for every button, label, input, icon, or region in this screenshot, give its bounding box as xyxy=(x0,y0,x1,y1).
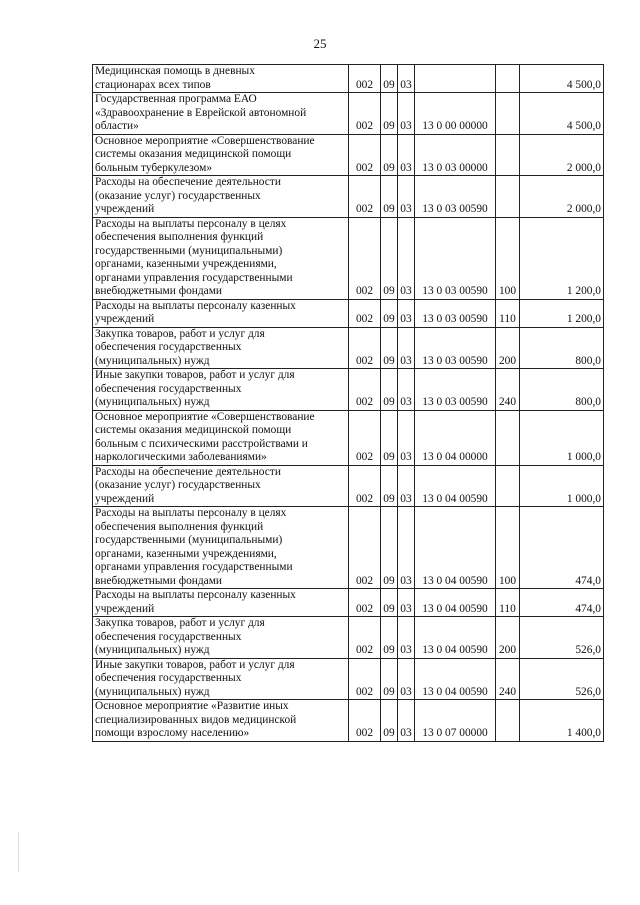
expense-name-cell xyxy=(93,65,349,93)
sum-text: 4 500,0 xyxy=(566,120,601,132)
expense-name-text: Расходы на обеспечение деятельности (оказание услуг) государственных учреждений xyxy=(95,176,281,215)
pr-code-cell xyxy=(398,465,415,507)
table-row xyxy=(93,93,604,135)
vr-code-text: 110 xyxy=(499,313,516,325)
vr-code-text: 100 xyxy=(498,574,517,587)
csr-code-cell xyxy=(415,410,496,465)
gr-code-text: 002 xyxy=(355,354,374,367)
csr-code-cell xyxy=(415,700,496,742)
sum-cell xyxy=(520,327,604,369)
pr-code-cell xyxy=(398,410,415,465)
vr-code-cell xyxy=(496,65,520,93)
rz-code-text: 09 xyxy=(383,285,395,297)
expense-name-text: Расходы на выплаты персоналу казенных учреждений xyxy=(95,589,296,615)
expense-name-text: Основное мероприятие «Развитие иных специализированных видов медицинской помощи взрослому населению» xyxy=(95,700,297,739)
gr-code-cell xyxy=(349,93,381,135)
pr-code-text: 03 xyxy=(400,78,412,91)
table-row xyxy=(93,658,604,700)
sum-cell xyxy=(520,700,604,742)
expense-name-cell xyxy=(93,299,349,327)
gr-code-text: 002 xyxy=(355,451,374,463)
csr-code-text: 13 0 07 00000 xyxy=(422,727,488,739)
table-row xyxy=(93,327,604,369)
vr-code-text: 100 xyxy=(498,285,517,297)
expense-name-cell xyxy=(93,327,349,369)
table-row xyxy=(93,410,604,465)
expense-name-text: Расходы на выплаты персоналу в целях обеспечения выполнения функций государственными (муниципальными) органами, казенными учреждениями, органами управления государственными внебюджетными фондами xyxy=(95,507,293,587)
scan-mark xyxy=(18,832,19,872)
rz-code-cell xyxy=(381,93,398,135)
rz-code-text: 09 xyxy=(383,396,395,408)
rz-code-text: 09 xyxy=(383,574,395,587)
sum-text: 2 000,0 xyxy=(566,161,601,174)
rz-code-text: 09 xyxy=(383,161,395,174)
csr-code-cell xyxy=(415,65,496,93)
pr-code-cell xyxy=(398,507,415,589)
pr-code-cell xyxy=(398,299,415,327)
sum-text: 1 000,0 xyxy=(566,492,601,505)
vr-code-cell xyxy=(496,134,520,176)
sum-cell xyxy=(520,617,604,659)
rz-code-cell xyxy=(381,507,398,589)
rz-code-cell xyxy=(381,176,398,218)
csr-code-cell xyxy=(415,176,496,218)
gr-code-cell xyxy=(349,369,381,411)
pr-code-cell xyxy=(398,617,415,659)
vr-code-cell xyxy=(496,410,520,465)
rz-code-cell xyxy=(381,589,398,617)
budget-table-body xyxy=(93,65,604,742)
expense-name-text: Закупка товаров, работ и услуг для обеспечения государственных (муниципальных) нужд xyxy=(95,327,265,367)
csr-code-text: 13 0 04 00590 xyxy=(422,492,488,505)
expense-name-text: Расходы на выплаты персоналу в целях обеспечения выполнения функций государственными (муниципальными) органами, казенными учреждениями, органами управления государственными внебюджетными фондами xyxy=(95,217,293,297)
gr-code-cell xyxy=(349,465,381,507)
expense-name-cell xyxy=(93,176,349,218)
sum-text: 526,0 xyxy=(575,685,601,698)
sum-cell xyxy=(520,465,604,507)
budget-table xyxy=(92,64,604,742)
expense-name-text: Иные закупки товаров, работ и услуг для обеспечения государственных (муниципальных) нужд xyxy=(95,658,295,698)
vr-code-text: 240 xyxy=(498,685,517,698)
rz-code-text: 09 xyxy=(383,602,395,615)
gr-code-text: 002 xyxy=(355,574,374,587)
csr-code-cell xyxy=(415,369,496,411)
table-row xyxy=(93,134,604,176)
expense-name-cell xyxy=(93,369,349,411)
rz-code-text: 09 xyxy=(383,203,395,215)
rz-code-cell xyxy=(381,658,398,700)
vr-code-text: 200 xyxy=(498,644,517,656)
expense-name-text: Иные закупки товаров, работ и услуг для обеспечения государственных (муниципальных) нужд xyxy=(95,369,295,408)
pr-code-text: 03 xyxy=(400,644,412,656)
expense-name-text: Основное мероприятие «Совершенствование системы оказания медицинской помощи больным с психическими расстройствами и наркологическими заболеваниями» xyxy=(95,410,315,463)
rz-code-text: 09 xyxy=(383,685,395,698)
pr-code-text: 03 xyxy=(400,313,412,325)
expense-name-cell xyxy=(93,465,349,507)
gr-code-text: 002 xyxy=(355,492,374,505)
csr-code-cell xyxy=(415,93,496,135)
sum-cell xyxy=(520,93,604,135)
vr-code-cell xyxy=(496,507,520,589)
vr-code-text: 200 xyxy=(498,354,517,367)
pr-code-cell xyxy=(398,217,415,299)
vr-code-cell xyxy=(496,93,520,135)
vr-code-cell xyxy=(496,299,520,327)
rz-code-text: 09 xyxy=(383,78,395,91)
rz-code-cell xyxy=(381,217,398,299)
gr-code-cell xyxy=(349,658,381,700)
csr-code-text: 13 0 04 00000 xyxy=(422,451,488,463)
sum-text: 2 000,0 xyxy=(566,203,601,215)
sum-cell xyxy=(520,369,604,411)
csr-code-cell xyxy=(415,465,496,507)
expense-name-cell xyxy=(93,617,349,659)
gr-code-text: 002 xyxy=(355,396,374,408)
pr-code-text: 03 xyxy=(400,574,412,587)
rz-code-text: 09 xyxy=(383,644,395,656)
pr-code-cell xyxy=(398,700,415,742)
gr-code-cell xyxy=(349,299,381,327)
expense-name-text: Государственная программа ЕАО «Здравоохранение в Еврейской автономной области» xyxy=(95,93,307,132)
sum-text: 4 500,0 xyxy=(566,78,601,91)
vr-code-cell xyxy=(496,217,520,299)
pr-code-cell xyxy=(398,134,415,176)
vr-code-cell xyxy=(496,658,520,700)
gr-code-text: 002 xyxy=(355,203,374,215)
csr-code-text: 13 0 03 00590 xyxy=(422,285,488,297)
gr-code-cell xyxy=(349,327,381,369)
table-row xyxy=(93,700,604,742)
page-number: 25 xyxy=(313,36,327,51)
vr-code-cell xyxy=(496,327,520,369)
gr-code-cell xyxy=(349,617,381,659)
pr-code-cell xyxy=(398,93,415,135)
csr-code-text: 13 0 04 00590 xyxy=(422,602,488,615)
sum-cell xyxy=(520,217,604,299)
csr-code-text: 13 0 00 00000 xyxy=(422,120,488,132)
table-row xyxy=(93,617,604,659)
rz-code-text: 09 xyxy=(383,313,395,325)
csr-code-cell xyxy=(415,299,496,327)
csr-code-cell xyxy=(415,327,496,369)
gr-code-cell xyxy=(349,589,381,617)
pr-code-text: 03 xyxy=(400,685,412,698)
csr-code-text: 13 0 04 00590 xyxy=(422,685,488,698)
csr-code-cell xyxy=(415,507,496,589)
table-row xyxy=(93,299,604,327)
table-row xyxy=(93,589,604,617)
pr-code-text: 03 xyxy=(400,492,412,505)
table-row xyxy=(93,65,604,93)
sum-cell xyxy=(520,410,604,465)
expense-name-text: Основное мероприятие «Совершенствование системы оказания медицинской помощи больным туберкулезом» xyxy=(95,134,315,174)
rz-code-cell xyxy=(381,410,398,465)
gr-code-cell xyxy=(349,700,381,742)
csr-code-text: 13 0 03 00590 xyxy=(422,313,488,325)
expense-name-cell xyxy=(93,507,349,589)
pr-code-text: 03 xyxy=(400,354,412,367)
rz-code-cell xyxy=(381,617,398,659)
sum-text: 800,0 xyxy=(575,396,601,408)
expense-name-cell xyxy=(93,410,349,465)
vr-code-cell xyxy=(496,617,520,659)
rz-code-text: 09 xyxy=(383,727,395,739)
rz-code-cell xyxy=(381,327,398,369)
pr-code-text: 03 xyxy=(400,602,412,615)
gr-code-text: 002 xyxy=(355,685,374,698)
gr-code-text: 002 xyxy=(355,602,374,615)
gr-code-text: 002 xyxy=(355,644,374,656)
pr-code-text: 03 xyxy=(400,203,412,215)
csr-code-text: 13 0 04 00590 xyxy=(422,644,488,656)
gr-code-text: 002 xyxy=(355,313,374,325)
csr-code-cell xyxy=(415,589,496,617)
vr-code-text: 110 xyxy=(499,602,516,615)
gr-code-text: 002 xyxy=(355,161,374,174)
vr-code-cell xyxy=(496,589,520,617)
sum-text: 526,0 xyxy=(575,644,601,656)
gr-code-cell xyxy=(349,176,381,218)
csr-code-text: 13 0 03 00590 xyxy=(422,203,488,215)
expense-name-cell xyxy=(93,589,349,617)
table-row xyxy=(93,465,604,507)
sum-cell xyxy=(520,134,604,176)
sum-cell xyxy=(520,589,604,617)
rz-code-cell xyxy=(381,465,398,507)
sum-cell xyxy=(520,507,604,589)
pr-code-cell xyxy=(398,658,415,700)
csr-code-text: 13 0 03 00590 xyxy=(422,396,488,408)
csr-code-cell xyxy=(415,658,496,700)
gr-code-cell xyxy=(349,217,381,299)
rz-code-cell xyxy=(381,700,398,742)
rz-code-text: 09 xyxy=(383,451,395,463)
csr-code-text: 13 0 04 00590 xyxy=(422,574,488,587)
rz-code-cell xyxy=(381,369,398,411)
csr-code-cell xyxy=(415,217,496,299)
expense-name-cell xyxy=(93,217,349,299)
pr-code-text: 03 xyxy=(400,727,412,739)
expense-name-cell xyxy=(93,700,349,742)
vr-code-text: 240 xyxy=(498,396,517,408)
sum-cell xyxy=(520,299,604,327)
expense-name-text: Закупка товаров, работ и услуг для обеспечения государственных (муниципальных) нужд xyxy=(95,617,265,656)
rz-code-text: 09 xyxy=(383,492,395,505)
expense-name-cell xyxy=(93,658,349,700)
gr-code-text: 002 xyxy=(355,285,374,297)
sum-text: 1 400,0 xyxy=(566,727,601,739)
vr-code-cell xyxy=(496,369,520,411)
pr-code-cell xyxy=(398,327,415,369)
expense-name-text: Медицинская помощь в дневных стационарах всех типов xyxy=(95,65,255,91)
gr-code-text: 002 xyxy=(355,727,374,739)
csr-code-text: 13 0 03 00590 xyxy=(422,354,488,367)
sum-text: 1 200,0 xyxy=(566,285,601,297)
sum-cell xyxy=(520,65,604,93)
gr-code-cell xyxy=(349,507,381,589)
pr-code-text: 03 xyxy=(400,161,412,174)
sum-text: 1 200,0 xyxy=(566,313,601,325)
gr-code-text: 002 xyxy=(355,78,374,91)
sum-cell xyxy=(520,658,604,700)
csr-code-text: 13 0 03 00000 xyxy=(422,161,488,174)
sum-text: 1 000,0 xyxy=(566,451,601,463)
expense-name-cell xyxy=(93,134,349,176)
table-row xyxy=(93,369,604,411)
table-row xyxy=(93,176,604,218)
rz-code-text: 09 xyxy=(383,354,395,367)
vr-code-cell xyxy=(496,176,520,218)
rz-code-cell xyxy=(381,65,398,93)
pr-code-cell xyxy=(398,176,415,218)
table-row xyxy=(93,217,604,299)
gr-code-cell xyxy=(349,134,381,176)
gr-code-text: 002 xyxy=(355,120,374,132)
pr-code-text: 03 xyxy=(400,396,412,408)
pr-code-text: 03 xyxy=(400,285,412,297)
expense-name-text: Расходы на выплаты персоналу казенных учреждений xyxy=(95,299,296,325)
rz-code-text: 09 xyxy=(383,120,395,132)
sum-text: 474,0 xyxy=(575,602,601,615)
gr-code-cell xyxy=(349,410,381,465)
pr-code-cell xyxy=(398,589,415,617)
rz-code-cell xyxy=(381,299,398,327)
pr-code-cell xyxy=(398,65,415,93)
vr-code-cell xyxy=(496,700,520,742)
csr-code-cell xyxy=(415,134,496,176)
table-row xyxy=(93,507,604,589)
gr-code-cell xyxy=(349,65,381,93)
sum-text: 800,0 xyxy=(575,354,601,367)
sum-text: 474,0 xyxy=(575,574,601,587)
vr-code-cell xyxy=(496,465,520,507)
pr-code-cell xyxy=(398,369,415,411)
expense-name-text: Расходы на обеспечение деятельности (оказание услуг) государственных учреждений xyxy=(95,465,281,505)
rz-code-cell xyxy=(381,134,398,176)
csr-code-cell xyxy=(415,617,496,659)
pr-code-text: 03 xyxy=(400,451,412,463)
pr-code-text: 03 xyxy=(400,120,412,132)
sum-cell xyxy=(520,176,604,218)
expense-name-cell xyxy=(93,93,349,135)
